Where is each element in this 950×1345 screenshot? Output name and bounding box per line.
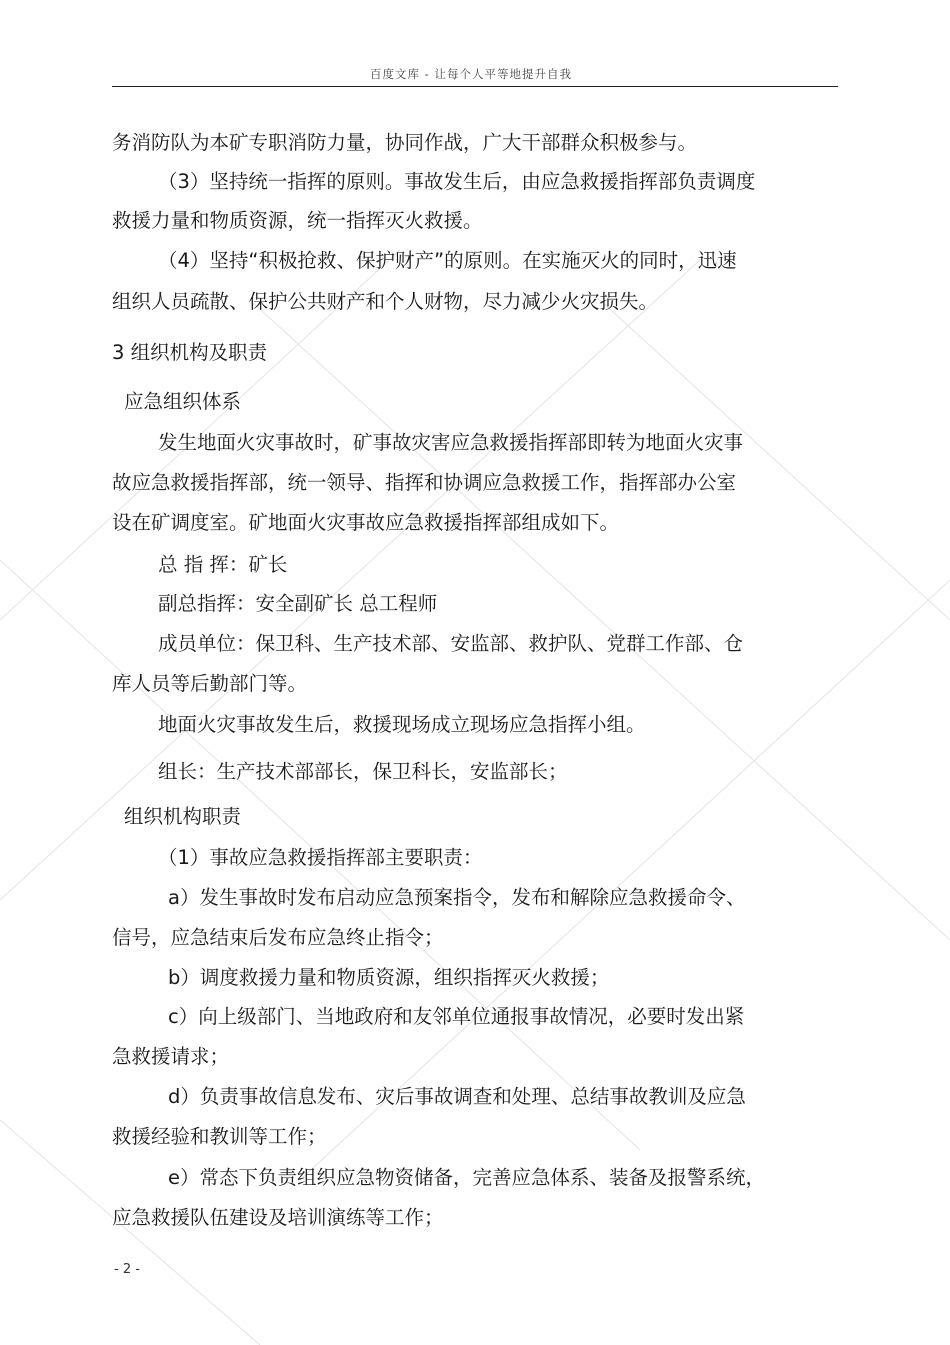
section-heading: 3 组织机构及职责: [112, 341, 268, 364]
body-line: 库人员等后勤部门等。: [112, 672, 308, 695]
body-line: 应急救援队伍建设及培训演练等工作；: [112, 1206, 444, 1229]
body-line: 副总指挥：安全副矿长 总工程师: [158, 592, 438, 615]
body-line: 地面火灾事故发生后，救援现场成立现场应急指挥小组。: [158, 713, 646, 736]
subsection-heading: 组织机构职责: [124, 805, 242, 828]
body-line: 救援力量和物质资源，统一指挥灭火救援。: [112, 209, 483, 232]
body-line: 组长：生产技术部部长，保卫科长，安监部长；: [158, 760, 568, 783]
body-line: 救援经验和教训等工作；: [112, 1125, 327, 1148]
body-line: e）常态下负责组织应急物资储备，完善应急体系、装备及报警系统，: [168, 1166, 765, 1189]
body-line: 设在矿调度室。矿地面火灾事故应急救援指挥部组成如下。: [112, 511, 620, 534]
body-line: （1）事故应急救援指挥部主要职责：: [158, 846, 483, 869]
body-line: c）向上级部门、当地政府和友邻单位通报事故情况，必要时发出紧: [168, 1005, 745, 1028]
body-line: 务消防队为本矿专职消防力量，协同作战，广大干部群众积极参与。: [112, 131, 698, 154]
header-text: 百度文库 - 让每个人平等地提升自我: [370, 67, 572, 81]
body-line: 总 指 挥：矿长: [158, 553, 288, 576]
body-line: 信号，应急结束后发布应急终止指令；: [112, 926, 444, 949]
body-line: d）负责事故信息发布、灾后事故调查和处理、总结事故教训及应急: [168, 1085, 746, 1108]
body-line: （4）坚持“积极抢救、保护财产”的原则。在实施灭火的同时，迅速: [158, 249, 737, 272]
subsection-heading: 应急组织体系: [124, 390, 242, 413]
body-line: 故应急救援指挥部，统一领导、指挥和协调应急救援工作，指挥部办公室: [112, 471, 737, 494]
page-number: - 2 -: [114, 1262, 140, 1277]
body-line: （3）坚持统一指挥的原则。事故发生后，由应急救援指挥部负责调度: [158, 170, 756, 193]
body-line: 发生地面火灾事故时，矿事故灾害应急救援指挥部即转为地面火灾事: [158, 431, 744, 454]
body-line: 成员单位：保卫科、生产技术部、安监部、救护队、党群工作部、仓: [158, 632, 744, 655]
body-line: 组织人员疏散、保护公共财产和个人财物，尽力减少火灾损失。: [112, 290, 659, 313]
body-line: 急救援请求；: [112, 1045, 230, 1068]
body-line: b）调度救援力量和物质资源，组织指挥灭火救援；: [168, 966, 610, 989]
body-line: a）发生事故时发布启动应急预案指令，发布和解除应急救援命令、: [168, 886, 746, 909]
